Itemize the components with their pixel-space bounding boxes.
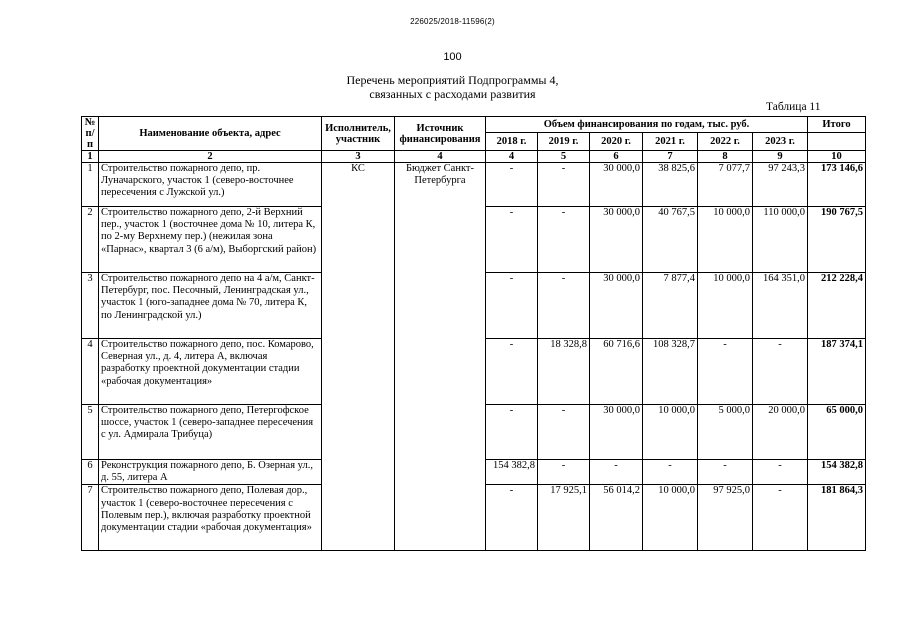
value-2018: -	[486, 273, 538, 339]
value-2020: -	[590, 460, 643, 485]
value-2020: 30 000,0	[590, 207, 643, 273]
value-2018: -	[486, 163, 538, 207]
header-year-2021: 2021 г.	[643, 133, 698, 151]
row-total: 190 767,5	[808, 207, 866, 273]
value-2021: 108 328,7	[643, 339, 698, 405]
value-2018: -	[486, 405, 538, 460]
value-2021: 10 000,0	[643, 485, 698, 551]
value-2020: 60 716,6	[590, 339, 643, 405]
title-line-2: связанных с расходами развития	[369, 87, 536, 101]
object-name: Строительство пожарного депо, пр. Луначарского, участок 1 (северо-восточнее пересечения с Лужской ул.)	[99, 163, 322, 207]
value-2023: -	[753, 460, 808, 485]
value-2020: 30 000,0	[590, 405, 643, 460]
value-2023: -	[753, 339, 808, 405]
value-2019: 18 328,8	[538, 339, 590, 405]
object-name: Строительство пожарного депо, Полевая дор., участок 1 (северо-восточнее пересечения с Полевым пер.), включая разработку проектной документации стадии «рабочая документация»	[99, 485, 322, 551]
value-2019: -	[538, 460, 590, 485]
col-number: 5	[538, 151, 590, 163]
header-year-2020: 2020 г.	[590, 133, 643, 151]
header-total-blank	[808, 133, 866, 151]
row-number: 6	[82, 460, 99, 485]
value-2023: 110 000,0	[753, 207, 808, 273]
row-number: 3	[82, 273, 99, 339]
row-number: 1	[82, 163, 99, 207]
object-name: Строительство пожарного депо, 2-й Верхний пер., участок 1 (восточнее дома № 10, литера К, по 2-му Верхнему пер.) (нежилая зона «Парнас», квартал 3 (6 а/м), Выборгский район)	[99, 207, 322, 273]
table-label: Таблица 11	[766, 101, 821, 113]
value-2021: -	[643, 460, 698, 485]
value-2018: -	[486, 207, 538, 273]
value-2020: 56 014,2	[590, 485, 643, 551]
column-number-row	[82, 151, 866, 163]
header-source: Источник финансирования	[395, 117, 486, 151]
value-2019: -	[538, 163, 590, 207]
col-number: 9	[753, 151, 808, 163]
col-number: 6	[590, 151, 643, 163]
value-2018: 154 382,8	[486, 460, 538, 485]
value-2020: 30 000,0	[590, 163, 643, 207]
value-2022: 7 077,7	[698, 163, 753, 207]
header-year-2019: 2019 г.	[538, 133, 590, 151]
value-2021: 10 000,0	[643, 405, 698, 460]
col-number: 8	[698, 151, 753, 163]
row-number: 7	[82, 485, 99, 551]
value-2022: 97 925,0	[698, 485, 753, 551]
row-total: 65 000,0	[808, 405, 866, 460]
object-name: Строительство пожарного депо на 4 а/м, Санкт-Петербург, пос. Песочный, Ленинградская ул., участок 1 (юго-западнее дома № 70, литера К, по Ленинградской ул.)	[99, 273, 322, 339]
value-2022: -	[698, 460, 753, 485]
executor-cell: КС	[322, 163, 395, 551]
header-total: Итого	[808, 117, 866, 133]
document-title	[0, 73, 905, 101]
object-name: Строительство пожарного депо, Петергофское шоссе, участок 1 (северо-западнее пересечения с ул. Адмирала Трибуца)	[99, 405, 322, 460]
row-total: 154 382,8	[808, 460, 866, 485]
value-2018: -	[486, 485, 538, 551]
col-number: 4	[395, 151, 486, 163]
col-number: 3	[322, 151, 395, 163]
header-name: Наименование объекта, адрес	[99, 117, 322, 151]
value-2022: -	[698, 339, 753, 405]
source-cell: Бюджет Санкт-Петербурга	[395, 163, 486, 551]
document-id: 226025/2018-11596(2)	[410, 17, 495, 26]
row-total: 173 146,6	[808, 163, 866, 207]
value-2022: 10 000,0	[698, 207, 753, 273]
object-name: Реконструкция пожарного депо, Б. Озерная ул., д. 55, литера А	[99, 460, 322, 485]
value-2019: -	[538, 207, 590, 273]
value-2018: -	[486, 339, 538, 405]
row-total: 181 864,3	[808, 485, 866, 551]
value-2021: 38 825,6	[643, 163, 698, 207]
value-2023: 20 000,0	[753, 405, 808, 460]
header-year-2023: 2023 г.	[753, 133, 808, 151]
col-number: 4	[486, 151, 538, 163]
value-2019: -	[538, 273, 590, 339]
row-total: 187 374,1	[808, 339, 866, 405]
col-number: 10	[808, 151, 866, 163]
value-2022: 10 000,0	[698, 273, 753, 339]
object-name: Строительство пожарного депо, пос. Комарово, Северная ул., д. 4, литера А, включая разработку проектной документации стадии «рабочая документация»	[99, 339, 322, 405]
value-2023: 97 243,3	[753, 163, 808, 207]
value-2020: 30 000,0	[590, 273, 643, 339]
header-year-2018: 2018 г.	[486, 133, 538, 151]
col-number: 2	[99, 151, 322, 163]
value-2021: 40 767,5	[643, 207, 698, 273]
value-2021: 7 877,4	[643, 273, 698, 339]
row-number: 5	[82, 405, 99, 460]
page-number: 100	[443, 51, 462, 63]
value-2023: -	[753, 485, 808, 551]
header-executor: Исполнитель, участник	[322, 117, 395, 151]
row-total: 212 228,4	[808, 273, 866, 339]
title-line-1: Перечень мероприятий Подпрограммы 4,	[346, 73, 559, 87]
col-number: 1	[82, 151, 99, 163]
value-2019: -	[538, 405, 590, 460]
table-row	[82, 163, 866, 207]
header-year-2022: 2022 г.	[698, 133, 753, 151]
col-number: 7	[643, 151, 698, 163]
value-2023: 164 351,0	[753, 273, 808, 339]
value-2022: 5 000,0	[698, 405, 753, 460]
row-number: 2	[82, 207, 99, 273]
header-funding: Объем финансирования по годам, тыс. руб.	[486, 117, 808, 133]
funding-table	[81, 116, 866, 551]
row-number: 4	[82, 339, 99, 405]
value-2019: 17 925,1	[538, 485, 590, 551]
header-num: № п/п	[82, 117, 99, 151]
